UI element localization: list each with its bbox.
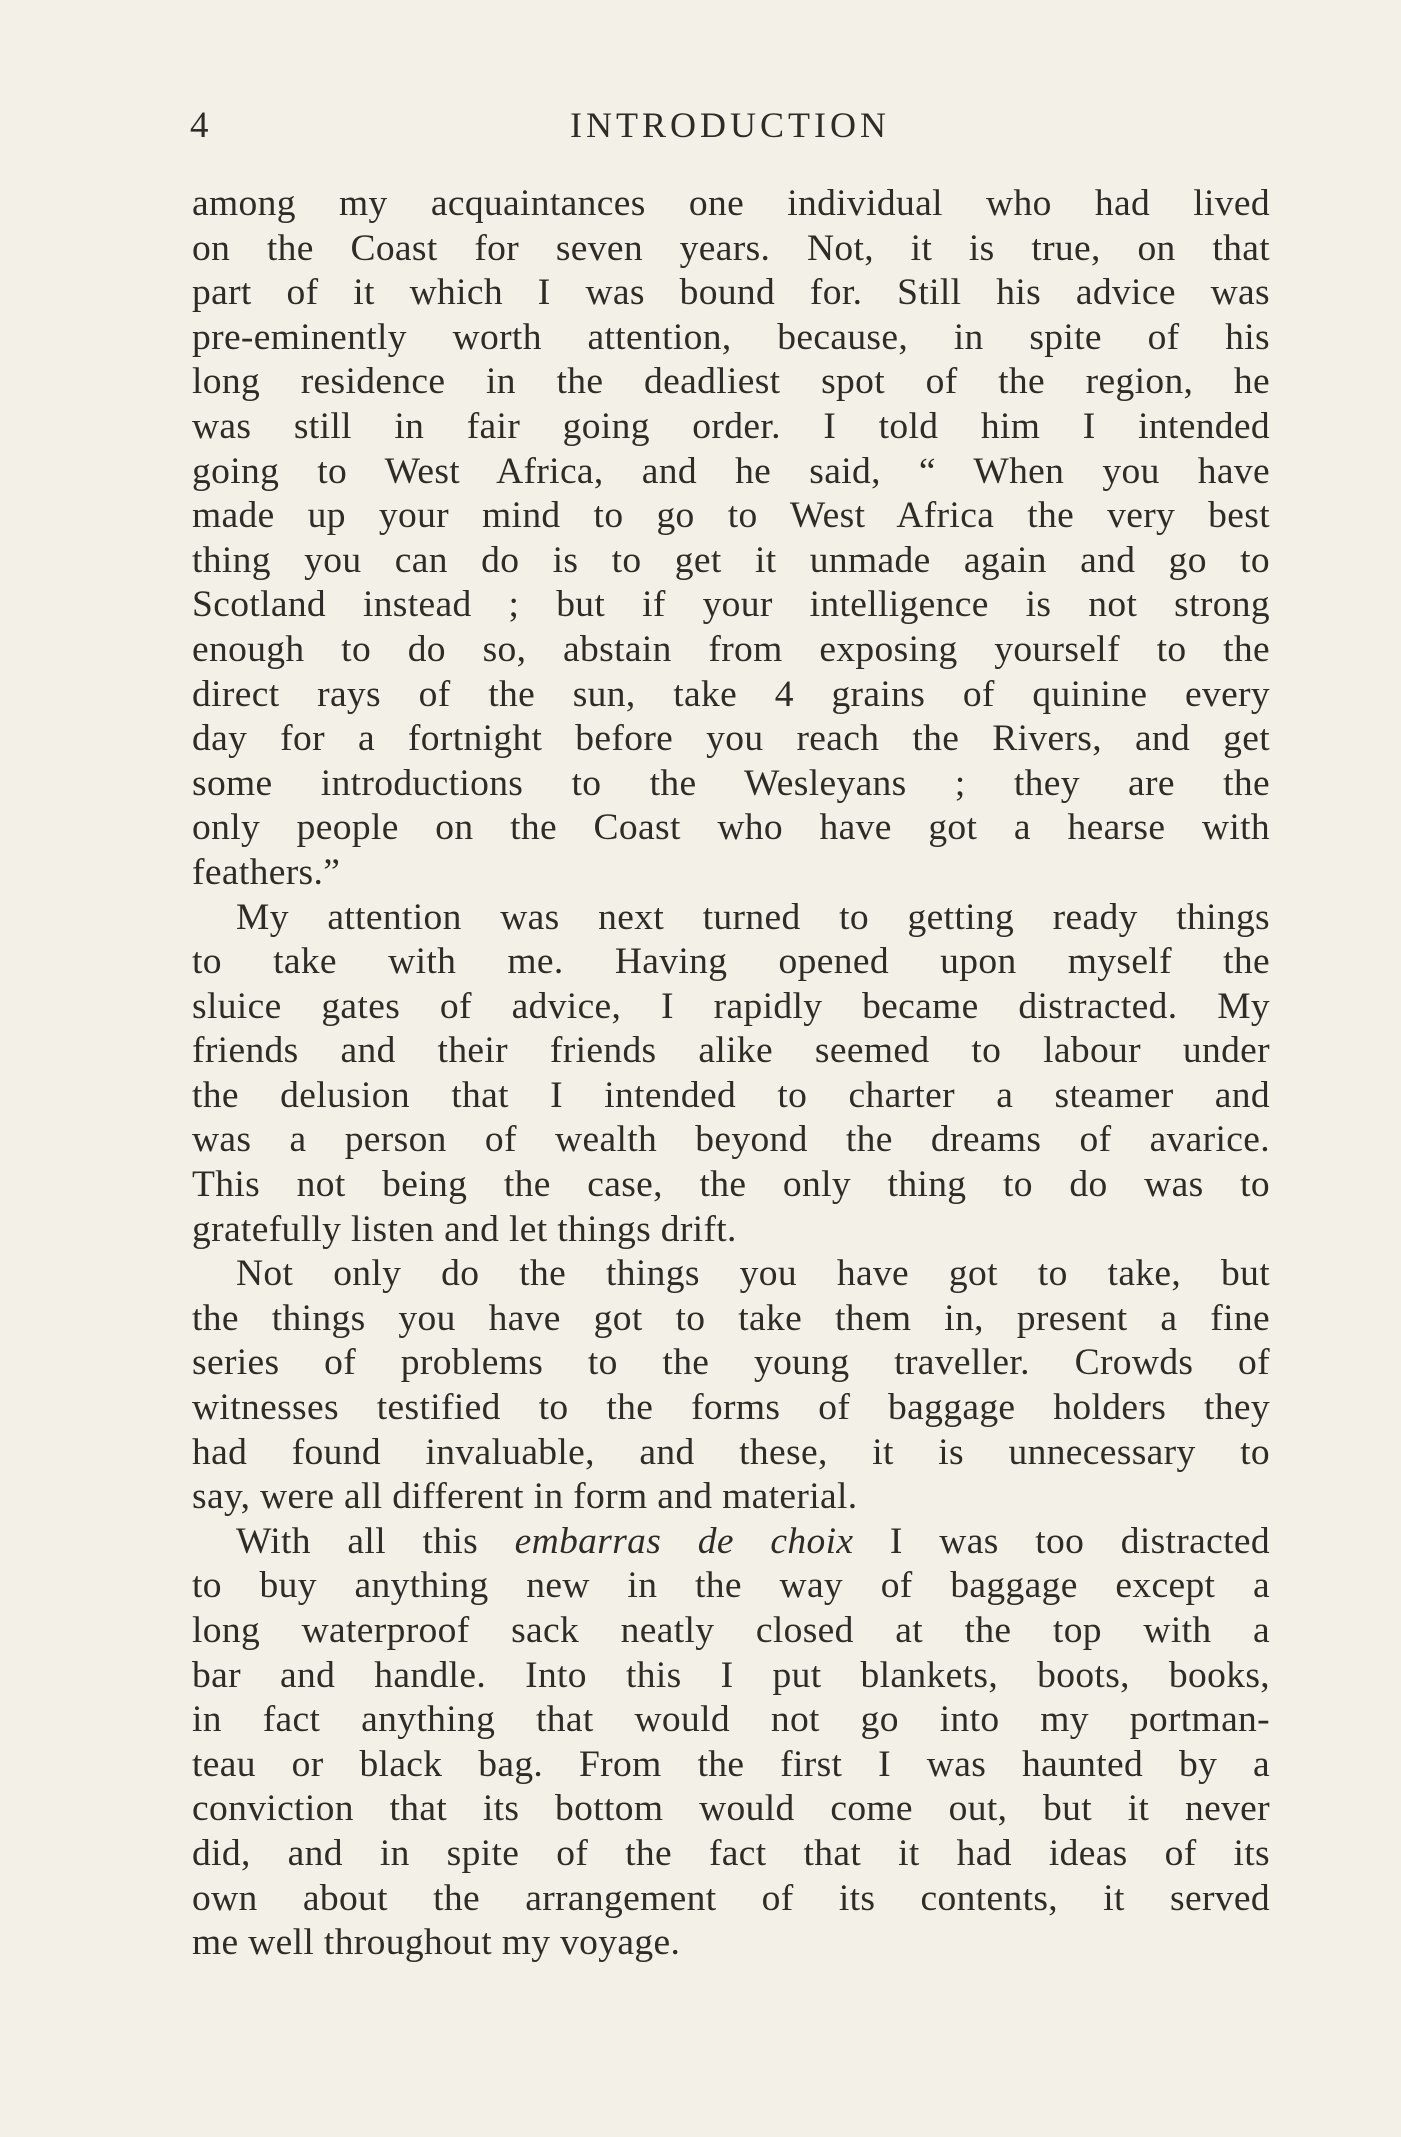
text-line: did, and in spite of the fact that it had ideas of its: [192, 1832, 1270, 1874]
text-line: witnesses testified to the forms of baggage holders they: [192, 1387, 1270, 1429]
text-line: to buy anything new in the way of baggage except a: [192, 1565, 1270, 1607]
text-line: pre-eminently worth attention, because, in spite of his: [192, 316, 1270, 358]
text-line: feathers.”: [192, 851, 341, 893]
text-line: say, were all different in form and material.: [192, 1476, 858, 1518]
text-fragment: I was too distracted: [853, 1520, 1270, 1562]
text-line: thing you can do is to get it unmade again and go to: [192, 539, 1270, 581]
italic-phrase: embarras de choix: [514, 1520, 854, 1562]
text-line: the things you have got to take them in, present a fine: [192, 1297, 1270, 1339]
text-line: conviction that its bottom would come out, but it never: [192, 1788, 1270, 1830]
body-text: [192, 182, 1270, 1966]
text-line: had found invaluable, and these, it is unnecessary to: [192, 1431, 1270, 1473]
text-line: enough to do so, abstain from exposing yourself to the: [192, 628, 1270, 670]
running-head: [190, 104, 1270, 152]
text-line: This not being the case, the only thing to do was to: [192, 1164, 1270, 1206]
text-line: made up your mind to go to West Africa the very best: [192, 495, 1270, 537]
text-line: on the Coast for seven years. Not, it is true, on that: [192, 227, 1270, 269]
text-fragment: With all this: [236, 1520, 515, 1562]
text-line: to take with me. Having opened upon myself the: [192, 941, 1270, 983]
text-line: direct rays of the sun, take 4 grains of quinine every: [192, 673, 1270, 715]
text-line: only people on the Coast who have got a hearse with: [192, 807, 1270, 849]
paragraph-4: [192, 1520, 1270, 1966]
text-line: series of problems to the young traveller. Crowds of: [192, 1342, 1270, 1384]
text-line: gratefully listen and let things drift.: [192, 1208, 737, 1250]
paragraph-1: [192, 182, 1270, 896]
text-line: the delusion that I intended to charter a steamer and: [192, 1074, 1270, 1116]
paragraph-2: [192, 896, 1270, 1253]
paragraph-3: [192, 1252, 1270, 1520]
text-line: long residence in the deadliest spot of the region, he: [192, 361, 1270, 403]
chapter-title: INTRODUCTION: [570, 105, 890, 145]
text-line: part of it which I was bound for. Still his advice was: [192, 272, 1270, 314]
text-line: own about the arrangement of its contents, it served: [192, 1877, 1270, 1919]
text-line: Not only do the things you have got to take, but: [236, 1253, 1270, 1295]
page-number: 4: [190, 105, 210, 146]
text-line: bar and handle. Into this I put blankets, boots, books,: [192, 1654, 1270, 1696]
text-line-with-italic: [192, 1520, 1270, 1565]
text-line: some introductions to the Wesleyans ; they are the: [192, 762, 1270, 804]
text-line: sluice gates of advice, I rapidly became distracted. My: [192, 985, 1270, 1027]
text-line: friends and their friends alike seemed to labour under: [192, 1030, 1270, 1072]
text-line: was a person of wealth beyond the dreams of avarice.: [192, 1119, 1270, 1161]
text-line: among my acquaintances one individual who had lived: [192, 183, 1270, 224]
text-line: going to West Africa, and he said, “ When you have: [192, 450, 1270, 492]
text-line: Scotland instead ; but if your intelligence is not strong: [192, 584, 1270, 626]
text-line: My attention was next turned to getting ready things: [236, 896, 1270, 938]
text-line: me well throughout my voyage.: [192, 1922, 681, 1964]
text-line: was still in fair going order. I told him I intended: [192, 405, 1270, 447]
text-line: day for a fortnight before you reach the Rivers, and get: [192, 718, 1270, 760]
text-line: in fact anything that would not go into my portman-: [192, 1699, 1270, 1741]
text-line: long waterproof sack neatly closed at the top with a: [192, 1610, 1270, 1651]
text-line: teau or black bag. From the first I was haunted by a: [192, 1743, 1270, 1785]
